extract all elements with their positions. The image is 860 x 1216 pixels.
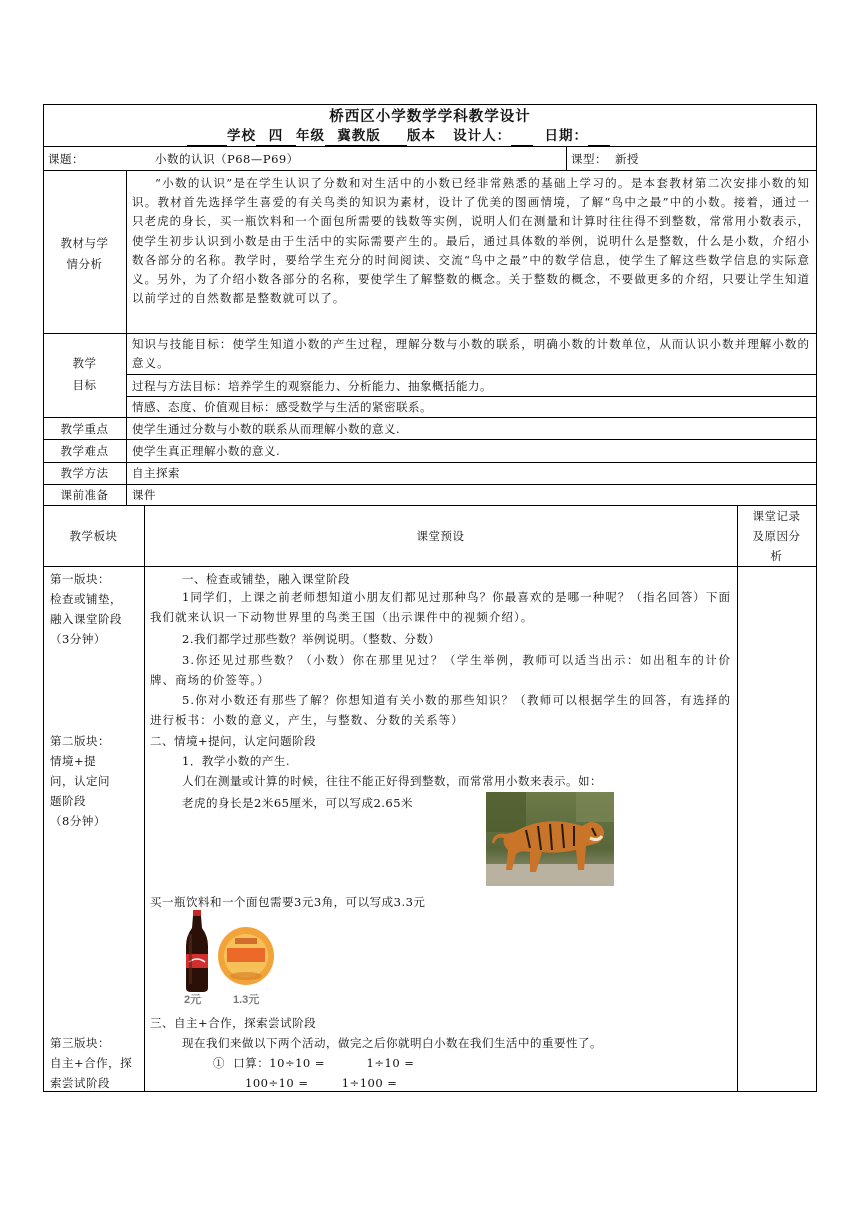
col-plan: 课堂预设 [416,529,465,543]
table-line [126,396,817,397]
cola-bottle-icon [183,910,211,992]
block2-label-2: 情境+提 [50,754,97,768]
school-label: 学校 [227,128,256,144]
goal-emotion: 情感、态度、价值观目标：感受数学与生活的紧密联系。 [132,400,432,414]
school-blank [187,128,227,146]
block2-sub: 1．教学小数的产生. [182,754,290,768]
block2-tiger-text: 老虎的身长是2米65厘米，可以写成2.65米 [182,796,414,810]
block1-label-3: 融入课堂阶段 [50,612,122,626]
block2-label-4: 题阶段 [50,794,86,808]
analysis-label-1: 教材与学 [60,236,109,250]
block2-label-3: 问，认定问 [50,774,110,788]
block2-heading: 二、情境+提问，认定问题阶段 [150,734,317,748]
block3-p1: 现在我们来做以下两个活动，做完之后你就明白小数在我们生活中的重要性了。 [182,1036,602,1050]
col-record-3: 析 [770,549,783,563]
analysis-label-2: 情分析 [66,257,103,271]
topic-value: 小数的认识（P68—P69） [155,152,299,166]
prep-label: 课前准备 [60,488,109,502]
table-line [43,417,817,418]
block1-label-2: 检查或铺垫， [50,592,122,606]
block3-label-3: 索尝试阶段 [50,1076,110,1090]
table-line [43,170,817,171]
block3-heading: 三、自主+合作，探索尝试阶段 [150,1016,317,1030]
designer-label: 设计人： [453,128,512,144]
edition-blank [393,128,407,146]
goal-process: 过程与方法目标：培养学生的观察能力、分析能力、抽象概括能力。 [132,379,492,393]
block1-p3: 3.你还见过那些数？（小数）你在那里见过？（学生举例，教师可以适当出示：如出租车的计价牌、商场的价签等。） [150,653,731,687]
topic-label: 课题： [48,152,84,166]
table-line [43,146,817,147]
table-line [43,439,817,440]
block2-shop-text: 买一瓶饮料和一个面包需要3元3角，可以写成3.3元 [150,895,426,909]
edition-value: 冀教版 [325,128,393,146]
goal-knowledge: 知识与技能目标：使学生知道小数的产生过程，理解分数与小数的联系，明确小数的计数单位，从而认识小数并理解小数的意义。 [132,337,810,370]
col-record-1: 课堂记录 [752,509,801,523]
table-line [737,505,738,1092]
table-line [43,566,817,567]
type-value: 新授 [615,152,639,166]
block1-heading: 一、检查或铺垫，融入课堂阶段 [182,572,350,586]
method-label: 教学方法 [60,466,109,480]
table-line [144,505,145,1092]
block2-label-1: 第二版块： [50,734,110,748]
block2-p1: 人们在测量或计算的时候，往往不能正好得到整数，而常常用小数来表示。如： [182,774,602,788]
tiger-photo [486,792,614,886]
block3-label-2: 自主+合作，探 [50,1056,133,1070]
method-value: 自主探索 [132,466,180,480]
analysis-text: “小数的认识”是在学生认识了分数和对生活中的小数已经非常熟悉的基础上学习的。是本套教材第二次安排小数的知识。教材首先选择学生喜爱的有关鸟类的知识为素材，设计了优美的图画情境，了解“鸟中之最”中的小数。接着，通过一只老虎的身长，买一瓶饮料和一个面包所需要的钱数等实例，说明人们在测量和计算时往往得不到整数，常常用小数表示，使学生初步认识到小数是由于生活中的实际需要产生的。最后，通过具体数的举例，说明什么是整数，什么是小数，介绍小数各部分的名称。教学时，要给学生充分的时间阅读、交流“鸟中之最”中的数学信息，使学生了解这些数学信息的实际意义。另外，为了介绍小数各部分的名称，要使学生了解整数的概念。关于整数的概念，不要做更多的介绍，只要让学生知道以前学过的自然数都是整数就可以了。 [132,176,810,306]
difficulty-value: 使学生真正理解小数的意义. [132,444,281,458]
table-border-bottom [43,1091,817,1092]
table-line [126,170,127,506]
prep-value: 课件 [132,488,156,502]
table-border-top [43,104,817,105]
designer-blank [511,128,533,146]
page-title: 桥西区小学数学学科教学设计 [329,108,531,125]
col-module: 教学板块 [69,529,118,543]
key-point-value: 使学生通过分数与小数的联系从而理解小数的意义. [132,422,401,436]
bread-icon [217,926,275,986]
block3-calc2: 100÷10 = 1÷100 = [245,1076,398,1090]
grade-value: 四 [256,128,296,146]
goals-label-1: 教学 [72,356,97,370]
edition-label: 版本 [407,128,436,144]
cola-price: 2元 [184,994,202,1006]
block1-p2: 2.我们都学过那些数？举例说明。（整数、分数） [182,632,441,646]
goals-label-2: 目标 [72,378,97,392]
table-line [43,505,817,506]
grade-label: 年级 [296,128,325,144]
table-line [566,146,567,171]
table-line [126,374,817,375]
key-point-label: 教学重点 [60,422,109,436]
table-line [43,462,817,463]
block1-p1: 1同学们，上课之前老师想知道小朋友们都见过那种鸟？你最喜欢的是哪一种呢？（指名回答）下面我们就来认识一下动物世界里的鸟类王国（出示课件中的视频介绍）。 [150,590,731,624]
bread-price: 1.3元 [233,994,260,1006]
block2-label-5: （8分钟） [50,814,106,828]
block1-label-1: 第一版块： [50,572,110,586]
date-blank [588,128,610,146]
difficulty-label: 教学难点 [60,444,109,458]
table-border-right [816,104,817,1092]
header-info-line [187,128,610,146]
type-label: 课型： [571,152,607,166]
table-line [43,484,817,485]
block1-label-4: （3分钟） [50,632,106,646]
block1-p4: 5.你对小数还有那些了解？你想知道有关小数的那些知识？（教师可以根据学生的回答，有选择的进行板书：小数的意义，产生，与整数、分数的关系等） [150,693,731,727]
block3-calc1: ① 口算：10÷10 = 1÷10 = [213,1056,415,1070]
table-border-left [43,104,44,1092]
date-label: 日期： [544,128,589,144]
block3-label-1: 第三版块： [50,1036,110,1050]
table-line [43,333,817,334]
col-record-2: 及原因分 [752,529,801,543]
